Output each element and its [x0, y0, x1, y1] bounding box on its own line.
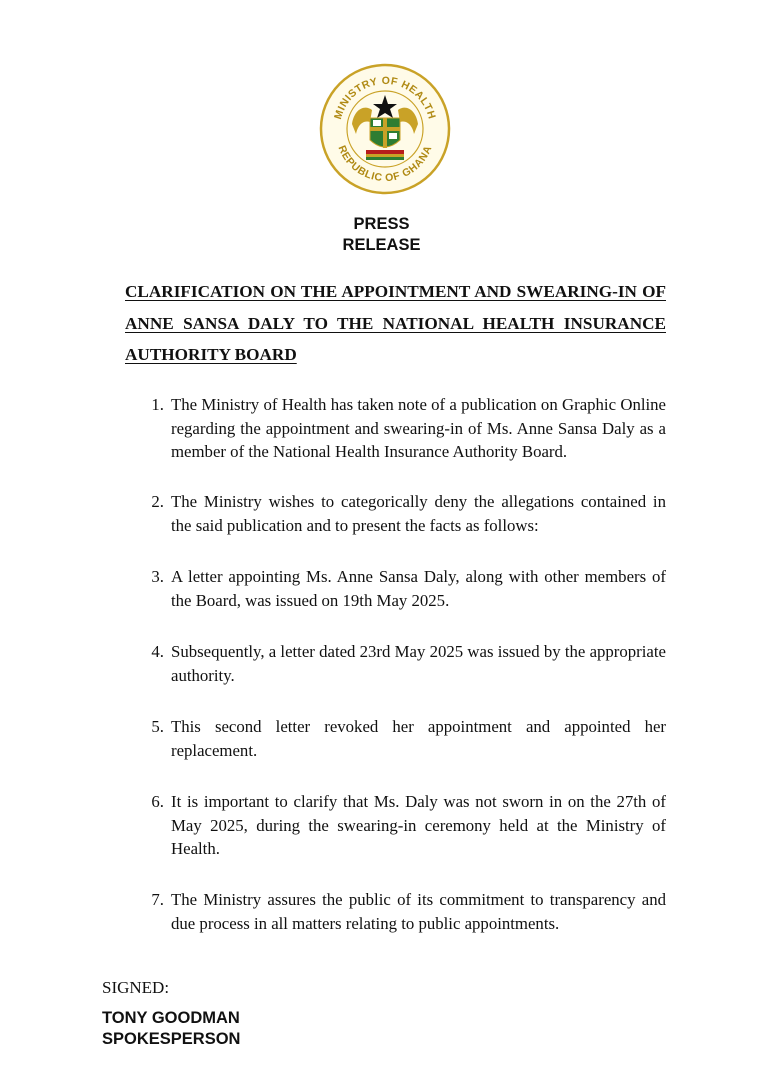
ministry-of-health-seal	[318, 62, 452, 196]
list-item-number: 7.	[151, 890, 164, 909]
list-item-number: 2.	[151, 492, 164, 511]
release-heading: RELEASE	[342, 236, 421, 254]
list-item-number: 3.	[151, 567, 164, 586]
list-item-text: A letter appointing Ms. Anne Sansa Daly, along with other members of the Board, was issued on 19th May 2025.	[171, 567, 666, 610]
list-item-text: It is important to clarify that Ms. Daly was not sworn in on the 27th of May 2025, during the swearing-in ceremony held at the Ministry of Health.	[171, 792, 666, 858]
signatory-name: TONY GOODMAN	[102, 1009, 240, 1027]
document-title: CLARIFICATION ON THE APPOINTMENT AND SWEARING-IN OF ANNE SANSA DALY TO THE NATIONAL HEALTH INSURANCE AUTHORITY BOARD	[125, 282, 666, 364]
list-item-number: 4.	[151, 642, 164, 661]
list-item-text: The Ministry wishes to categorically deny the allegations contained in the said publication and to present the facts as follows:	[171, 492, 666, 535]
list-item-number: 5.	[151, 717, 164, 736]
list-item-number: 1.	[151, 395, 164, 414]
list-item-text: This second letter revoked her appointment and appointed her replacement.	[171, 717, 666, 760]
list-item-text: The Ministry assures the public of its commitment to transparency and due process in all matters relating to public appointments.	[171, 890, 666, 933]
list-item-number: 6.	[151, 792, 164, 811]
seal-ring-text-bottom: REPUBLIC OF GHANA	[335, 143, 435, 185]
press-heading: PRESS	[353, 215, 410, 233]
signed-label: SIGNED:	[102, 978, 170, 997]
signatory-role: SPOKESPERSON	[102, 1030, 241, 1048]
list-item-text: Subsequently, a letter dated 23rd May 2025 was issued by the appropriate authority.	[171, 642, 666, 685]
list-item-text: The Ministry of Health has taken note of a publication on Graphic Online regarding the appointment and swearing-in of Ms. Anne Sansa Daly as a member of the National Health Insurance Authority Board.	[171, 395, 666, 461]
seal-ring-text-top: MINISTRY OF HEALTH	[332, 74, 438, 121]
